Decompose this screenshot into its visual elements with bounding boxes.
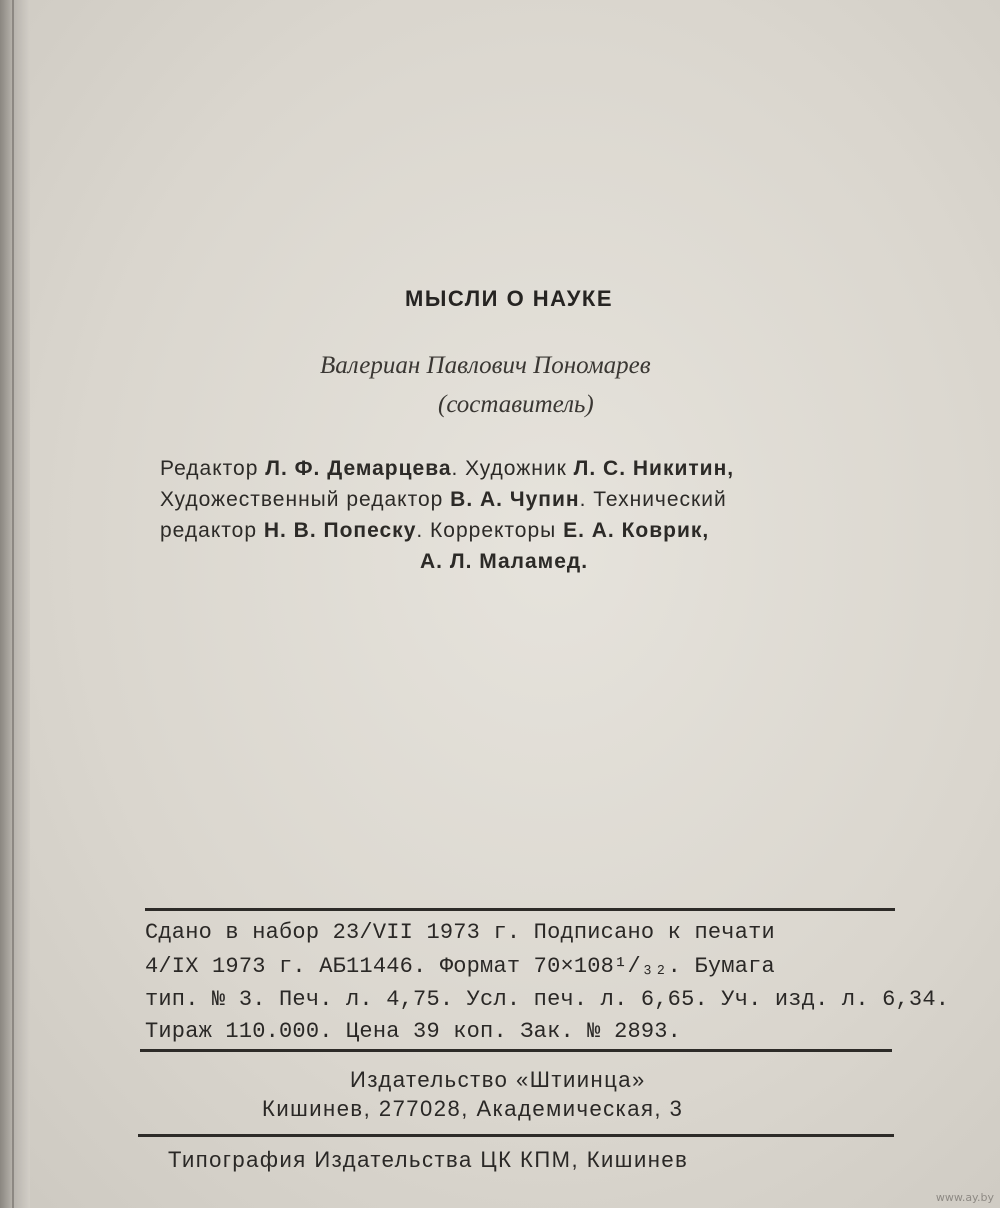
divider-rule: [138, 1134, 894, 1137]
credit-person: Н. В. Попеску: [263, 519, 417, 542]
imprint-line-2: 4/IX 1973 г. АБ11446. Формат 70×108¹/₃₂. Бумага: [145, 954, 775, 979]
divider-rule: [145, 908, 895, 911]
book-spine-gutter: [0, 0, 30, 1208]
imprint-line-4: Тираж 110.000. Цена 39 коп. Зак. № 2893.: [145, 1019, 682, 1044]
credits-line-3: [160, 519, 890, 543]
credit-role: . Корректоры: [416, 519, 564, 542]
credit-role: . Художник: [451, 457, 574, 480]
credit-role: Художественный редактор: [160, 488, 451, 511]
publisher-name: Издательство «Штиинца»: [350, 1067, 646, 1092]
credit-role: Редактор: [160, 457, 266, 480]
credit-person: Л. С. Никитин,: [573, 457, 735, 480]
imprint-line-1: Сдано в набор 23/VII 1973 г. Подписано к печати: [145, 920, 775, 945]
publisher-address: Кишинев, 277028, Академическая, 3: [262, 1096, 684, 1121]
watermark: www.ay.by: [935, 1191, 994, 1204]
credits-line-2: [160, 488, 890, 512]
credit-role: редактор: [160, 519, 264, 542]
credit-person: Е. А. Коврик,: [563, 519, 710, 542]
credit-person: Л. Ф. Демарцева: [265, 457, 452, 480]
printer-line: Типография Издательства ЦК КПМ, Кишинев: [168, 1147, 689, 1172]
credit-person: А. Л. Маламед.: [420, 550, 589, 573]
credit-role: . Технический: [579, 488, 727, 511]
author-name: Валериан Павлович Пономарев: [320, 352, 651, 379]
book-title: МЫСЛИ О НАУКЕ: [405, 286, 614, 311]
credits-line-4: [420, 550, 1000, 574]
imprint-line-3: тип. № 3. Печ. л. 4,75. Усл. печ. л. 6,65. Уч. изд. л. 6,34.: [145, 987, 950, 1012]
credit-person: В. А. Чупин: [450, 488, 580, 511]
credits-line-1: [160, 457, 890, 481]
divider-rule: [140, 1049, 892, 1052]
author-role: (составитель): [438, 391, 594, 418]
